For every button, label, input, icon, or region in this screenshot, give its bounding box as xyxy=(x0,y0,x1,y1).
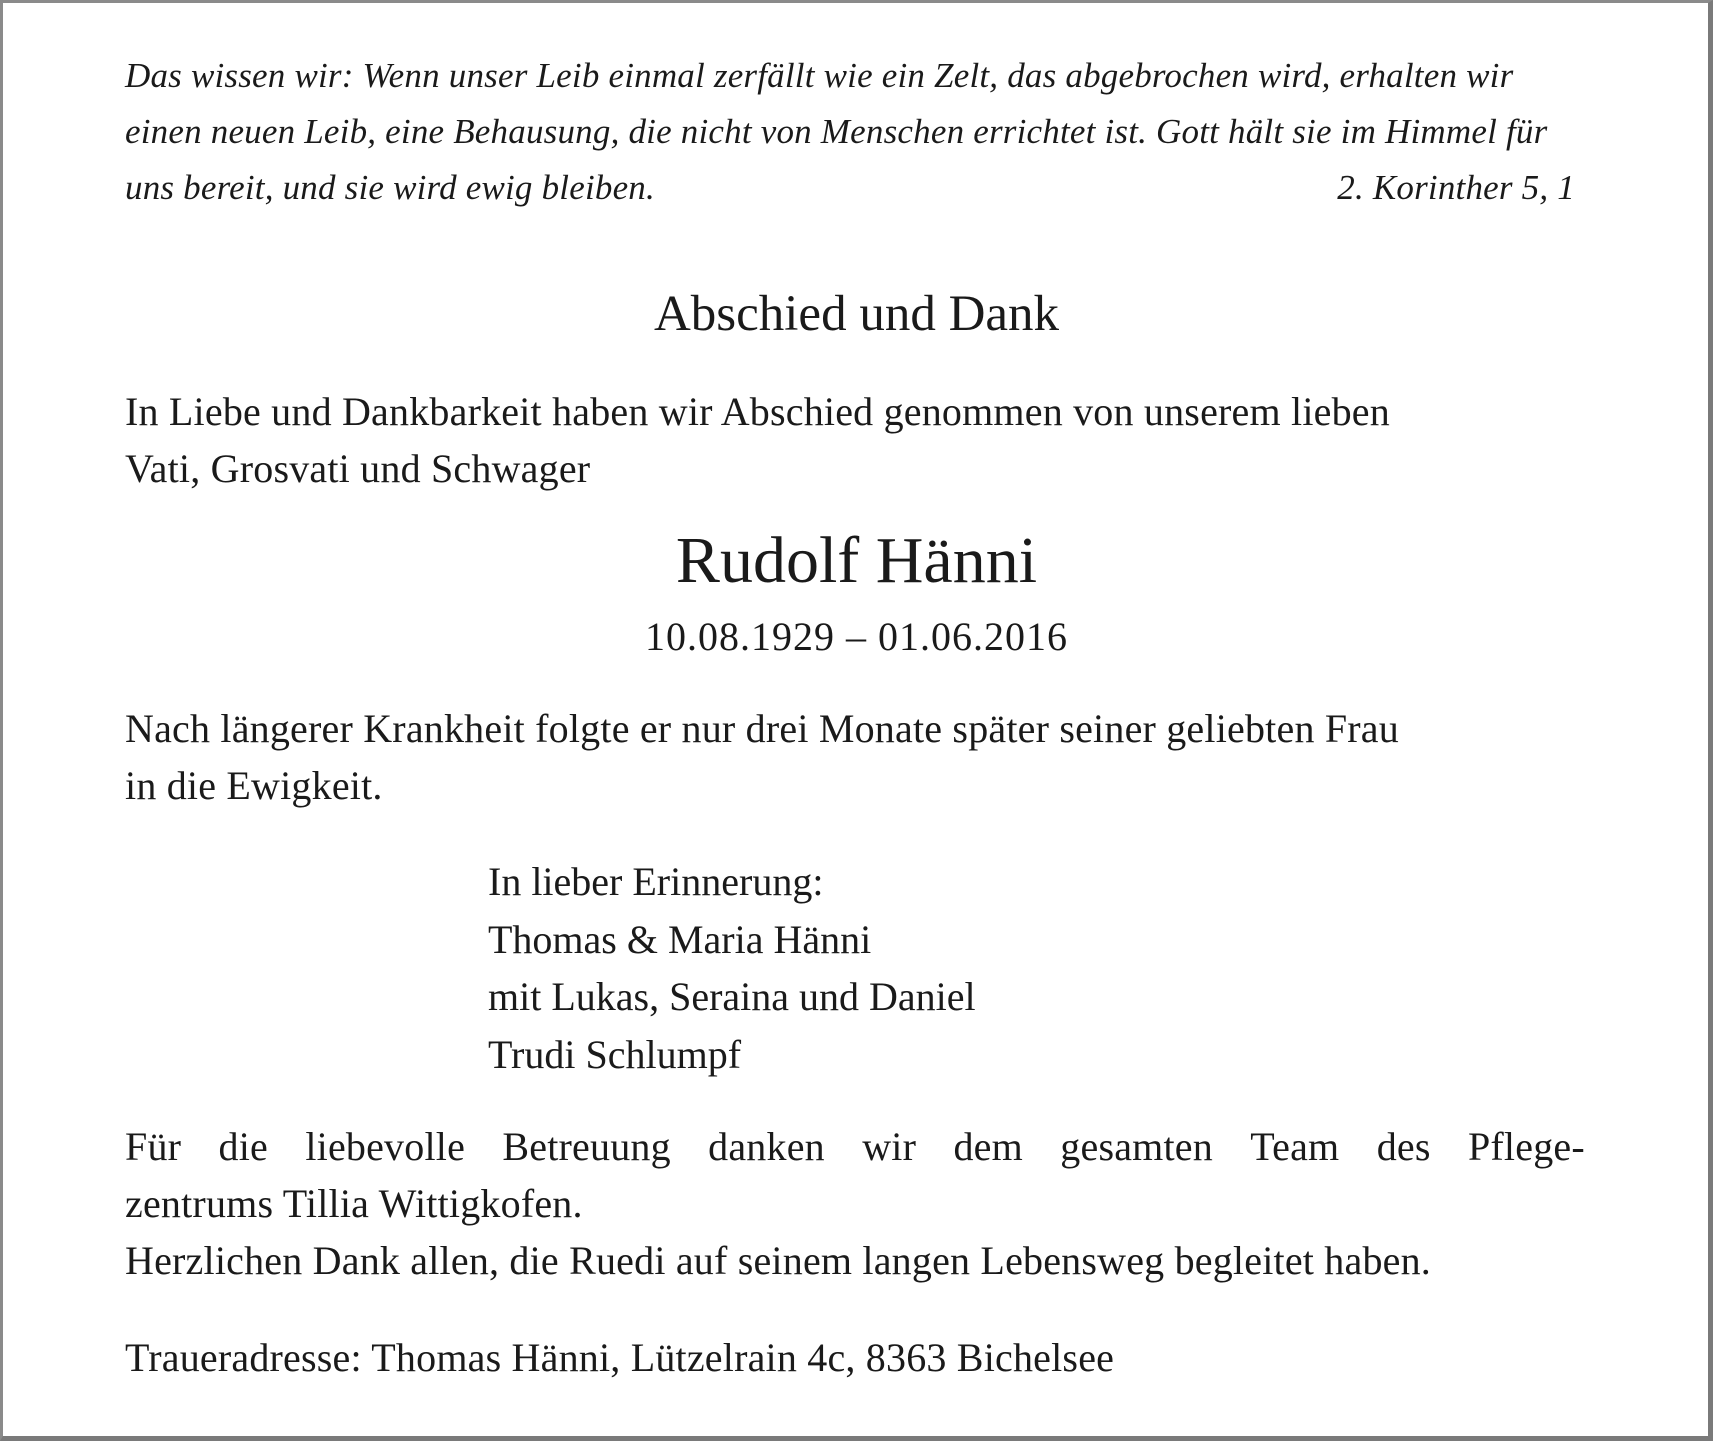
thanks-word: dem xyxy=(953,1124,1023,1169)
illness-line: Nach längerer Krankheit folgte er nur drei Monate später seiner geliebten Frau xyxy=(125,706,1399,751)
quote-line-text: uns bereit, und sie wird ewig bleiben. xyxy=(125,168,655,207)
mourner-name: Thomas & Maria Hänni xyxy=(488,916,872,962)
quote-reference: 2. Korinther 5, 1 xyxy=(1337,168,1575,207)
thanks-word: Für xyxy=(125,1124,182,1169)
thanks-word: wir xyxy=(862,1124,917,1169)
life-dates: 10.08.1929 – 01.06.2016 xyxy=(645,614,1068,659)
page-title: Abschied und Dank xyxy=(653,286,1060,342)
thanks-word: Team xyxy=(1250,1124,1340,1169)
thanks-line: zentrums Tillia Wittigkofen. xyxy=(125,1181,583,1226)
thanks-word: des xyxy=(1376,1124,1431,1169)
illness-paragraph xyxy=(125,700,1585,814)
thanks-paragraph xyxy=(125,1118,1585,1289)
intro-line: Vati, Grosvati und Schwager xyxy=(125,446,591,491)
address-line: Traueradresse: Thomas Hänni, Lützelrain 4c, 8363 Bichelsee xyxy=(125,1335,1115,1380)
mourner-name: mit Lukas, Seraina und Daniel xyxy=(488,974,976,1019)
mourning-address xyxy=(125,1329,1585,1386)
thanks-line: Herzlichen Dank allen, die Ruedi auf seinem langen Lebensweg begleitet haben. xyxy=(125,1238,1432,1283)
quote-line xyxy=(125,160,1575,216)
thanks-line-justified xyxy=(125,1118,1585,1175)
intro-line: In Liebe und Dankbarkeit haben wir Abschied genommen von unserem lieben xyxy=(125,389,1390,434)
thanks-word: gesamten xyxy=(1060,1124,1213,1169)
mourner-name: Trudi Schlumpf xyxy=(488,1031,742,1077)
thanks-word: Pflege- xyxy=(1467,1124,1585,1169)
thanks-word: danken xyxy=(708,1124,825,1169)
quote-line: Das wissen wir: Wenn unser Leib einmal zerfällt wie ein Zelt, das abgebrochen wird, erhalten wir xyxy=(125,56,1514,95)
thanks-word: die xyxy=(218,1124,268,1169)
illness-line: in die Ewigkeit. xyxy=(125,763,383,808)
intro-paragraph xyxy=(125,383,1585,497)
mourners-heading: In lieber Erinnerung: xyxy=(488,859,824,904)
thanks-word: Betreuung xyxy=(502,1124,671,1169)
deceased-name: Rudolf Hänni xyxy=(675,524,1038,597)
thanks-word: liebevolle xyxy=(305,1124,466,1169)
mourners-list xyxy=(488,853,976,1083)
quote-line: einen neuen Leib, eine Behausung, die nicht von Menschen errichtet ist. Gott hält sie im Himmel für xyxy=(125,112,1548,151)
bible-quote xyxy=(125,48,1575,216)
